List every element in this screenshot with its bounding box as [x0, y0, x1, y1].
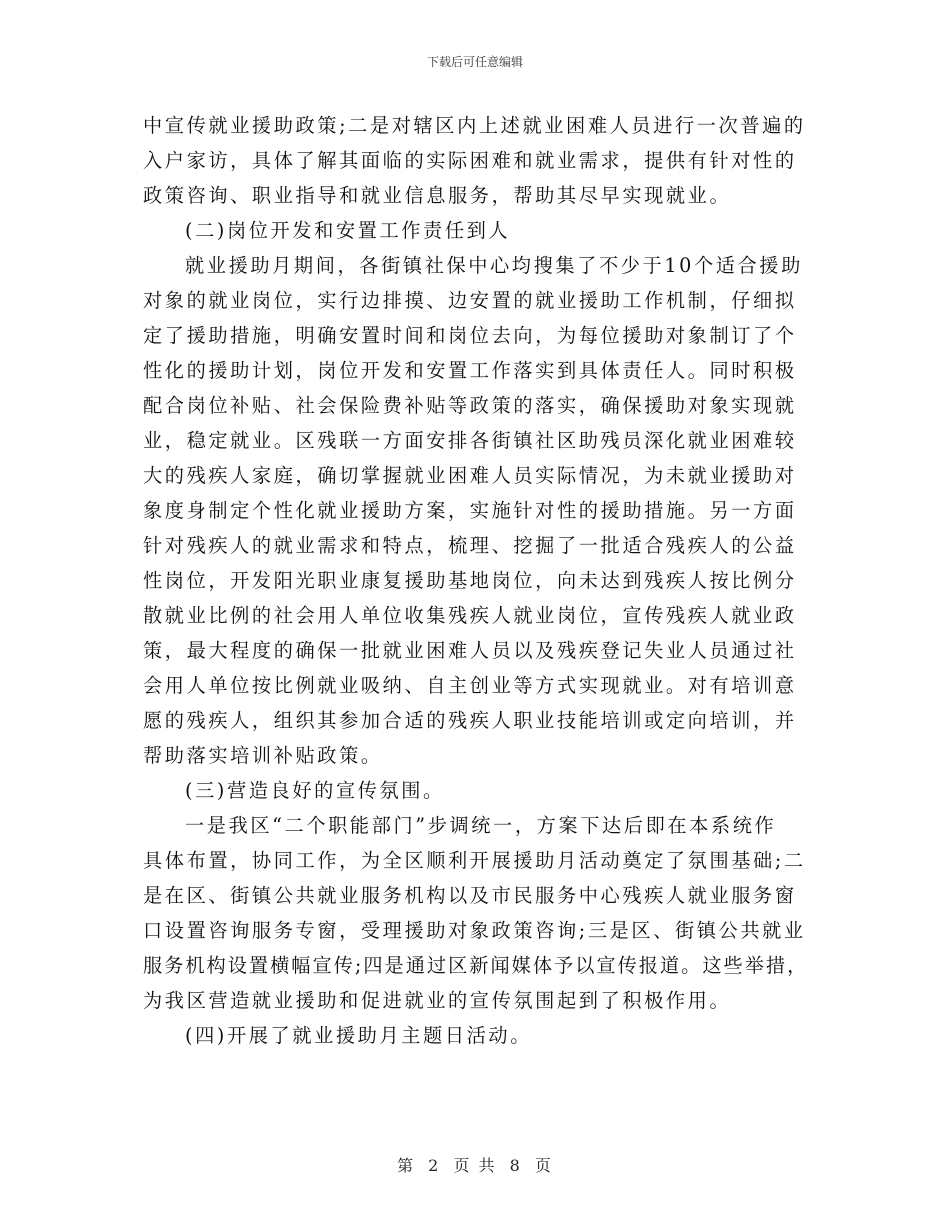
- footer-prefix: 第: [397, 1156, 416, 1175]
- total-pages-number: 8: [509, 1156, 522, 1175]
- text-line: 政策咨询、职业指导和就业信息服务，帮助其尽早实现就业。: [143, 184, 732, 207]
- text-line: 会用人单位按比例就业吸纳、自主创业等方式实现就业。对有培训意: [143, 674, 797, 697]
- text-line: 策，最大程度的确保一批就业困难人员以及残疾登记失业人员通过社: [143, 639, 797, 662]
- text-line: 象度身制定个性化就业援助方案，实施针对性的援助措施。另一方面: [143, 499, 797, 522]
- text-line: 大的残疾人家庭，确切掌握就业困难人员实际情况，为未就业援助对: [143, 464, 797, 487]
- text-line: 配合岗位补贴、社会保险费补贴等政策的落实，确保援助对象实现就: [143, 394, 797, 417]
- text-line: 为我区营造就业援助和促进就业的宣传氛围起到了积极作用。: [143, 989, 732, 1012]
- text-line: 就业援助月期间，各街镇社保中心均搜集了不少于10个适合援助: [185, 254, 803, 277]
- text-line: 性岗位，开发阳光职业康复援助基地岗位，向未达到残疾人按比例分: [143, 569, 797, 592]
- footer-mid: 页 共: [453, 1156, 497, 1175]
- text-line: 服务机构设置横幅宣传;四是通过区新闻媒体予以宣传报道。这些举措，: [143, 954, 809, 977]
- text-line: 性化的援助计划，岗位开发和安置工作落实到具体责任人。同时积极: [143, 359, 797, 382]
- text-line: 对象的就业岗位，实行边排摸、边安置的就业援助工作机制，仔细拟: [143, 289, 797, 312]
- page-header: 下载后可任意编辑: [426, 55, 523, 69]
- text-line: (三)营造良好的宣传氛围。: [185, 779, 445, 802]
- text-line: 具体布置，协同工作，为全区顺利开展援助月活动奠定了氛围基础;二: [143, 849, 806, 872]
- footer-suffix: 页: [534, 1156, 553, 1175]
- page-footer: [0, 1153, 950, 1176]
- text-line: (四)开展了就业援助月主题日活动。: [185, 1024, 532, 1047]
- text-line: 口设置咨询服务专窗，受理援助对象政策咨询;三是区、街镇公共就业: [143, 919, 806, 942]
- text-line: 是在区、街镇公共就业服务机构以及市民服务中心残疾人就业服务窗: [143, 884, 797, 907]
- text-line: 散就业比例的社会用人单位收集残疾人就业岗位，宣传残疾人就业政: [143, 604, 797, 627]
- text-line: 针对残疾人的就业需求和特点，梳理、挖掘了一批适合残疾人的公益: [143, 534, 797, 557]
- text-line: 愿的残疾人，组织其参加合适的残疾人职业技能培训或定向培训，并: [143, 709, 797, 732]
- text-line: 业，稳定就业。区残联一方面安排各街镇社区助残员深化就业困难较: [143, 429, 797, 452]
- text-line: 定了援助措施，明确安置时间和岗位去向，为每位援助对象制订了个: [143, 324, 797, 347]
- text-line: 一是我区“二个职能部门”步调统一，方案下达后即在本系统作: [185, 814, 777, 837]
- text-line: (二)岗位开发和安置工作责任到人: [185, 219, 511, 242]
- text-line: 中宣传就业援助政策;二是对辖区内上述就业困难人员进行一次普遍的: [143, 114, 806, 137]
- document-body: [143, 108, 813, 1053]
- text-line: 入户家访，具体了解其面临的实际困难和就业需求，提供有针对性的: [143, 149, 797, 172]
- text-line: 帮助落实培训补贴政策。: [143, 744, 383, 767]
- current-page-number: 2: [428, 1156, 441, 1175]
